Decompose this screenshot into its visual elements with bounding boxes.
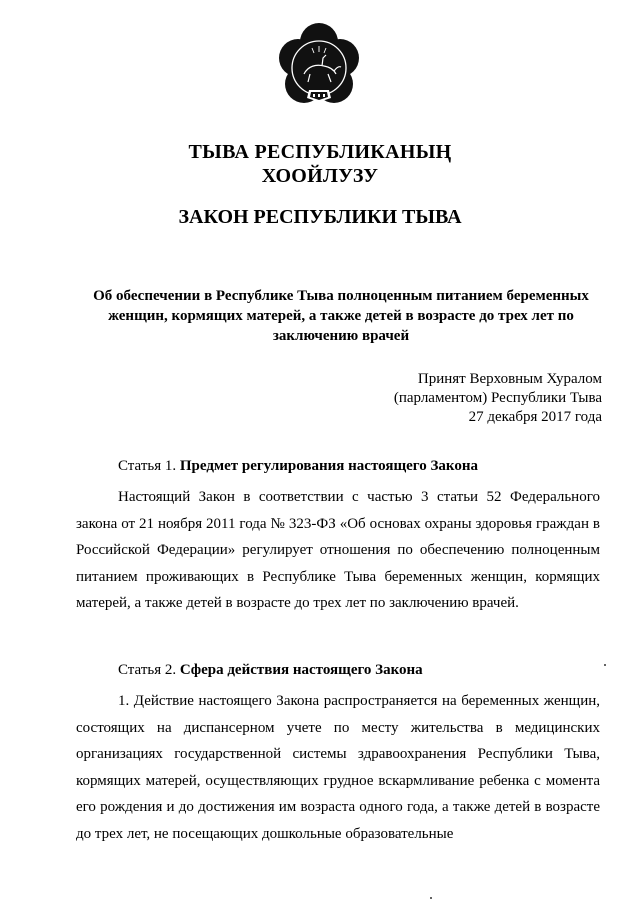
scan-speck <box>430 897 432 899</box>
tyva-coat-of-arms-emblem <box>276 22 362 114</box>
tyva-heading-line1: ТЫВА РЕСПУБЛИКАНЫҢ <box>188 141 452 163</box>
adoption-date: 27 декабря 2017 года <box>468 409 602 425</box>
law-title: Об обеспечении в Республике Тыва полноценным питанием беременных женщин, кормящих матерей, а также детей в возрасте до трех лет по заключению врачей <box>93 288 589 344</box>
tyva-heading-line2: ХООЙЛУЗУ <box>261 165 379 187</box>
article-2-number: Статья 2. <box>118 662 180 678</box>
article-1-number: Статья 1. <box>118 458 180 474</box>
scan-speck <box>604 664 606 666</box>
adoption-line1: Принят Верховным Хуралом <box>417 371 602 387</box>
article-1-text: Настоящий Закон в соответствии с частью 3 статьи 52 Федерального закона от 21 ноября 2011 года № 323-ФЗ «Об основах охраны здоровья граждан в Российской Федерации» регулирует отношения по обеспечению полноценным питанием проживающих в Республике Тыва беременных женщин, кормящих матерей, а также детей в возрасте до трех лет по заключению врачей. <box>76 489 600 612</box>
article-2-text: 1. Действие настоящего Закона распространяется на беременных женщин, состоящих на диспансерном учете по месту жительства в медицинских организациях государственной системы здравоохранения Республики Тыва, кормящих матерей, осуществляющих грудное вскармливание ребенка с момента его рождения и до достижения им возраста одного года, а также детей в возрасте до трех лет, не посещающих дошкольные образовательные <box>76 693 600 842</box>
russian-heading: ЗАКОН РЕСПУБЛИКИ ТЫВА <box>178 206 462 228</box>
article-1-heading <box>118 456 478 476</box>
article-2-title: Сфера действия настоящего Закона <box>179 662 423 678</box>
article-1-title: Предмет регулирования настоящего Закона <box>179 458 478 474</box>
tyva-heading <box>0 140 640 188</box>
adoption-block <box>330 370 602 427</box>
adoption-line2: (парламентом) Республики Тыва <box>393 390 602 406</box>
article-2-heading <box>118 660 423 680</box>
